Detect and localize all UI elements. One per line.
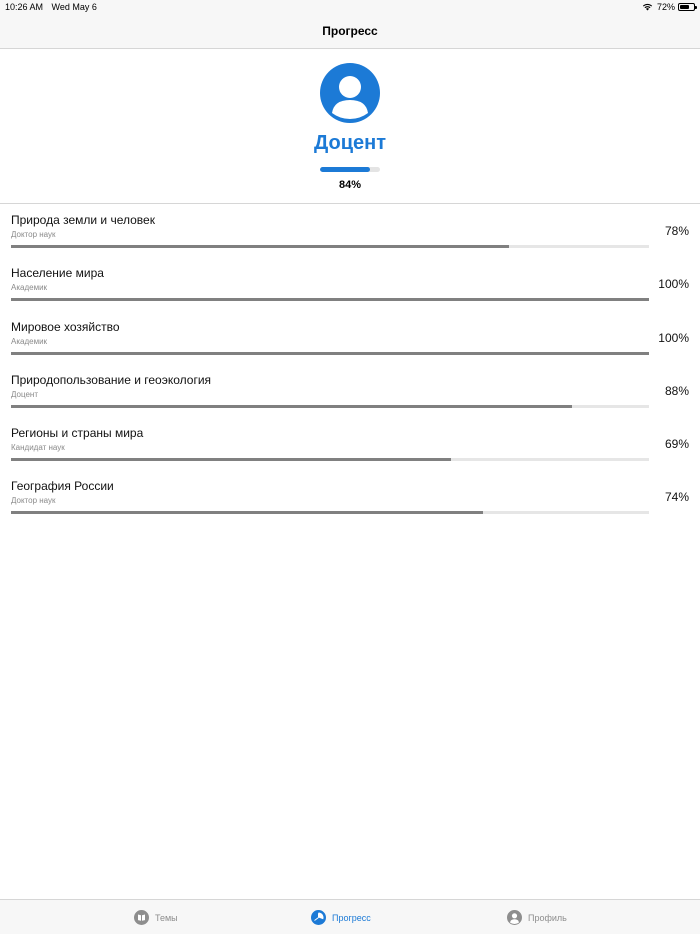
topic-progress-bar xyxy=(11,352,649,355)
topic-percent: 100% xyxy=(658,277,689,292)
rank-title: Доцент xyxy=(313,132,386,154)
pie-chart-icon xyxy=(311,910,326,925)
topic-progress-fill xyxy=(11,458,451,461)
tab-profile[interactable] xyxy=(507,900,567,934)
navigation-bar xyxy=(0,14,700,49)
tab-themes[interactable] xyxy=(134,900,178,934)
overall-progress-bar xyxy=(320,167,380,172)
topic-percent: 100% xyxy=(658,330,689,345)
topic-name: Регионы и страны мира xyxy=(11,426,144,441)
topic-progress-fill xyxy=(11,352,649,355)
topic-progress-fill xyxy=(11,405,572,408)
topic-percent: 88% xyxy=(664,383,689,398)
page-title: Прогресс xyxy=(322,24,378,38)
topic-name: География России xyxy=(11,479,114,494)
tab-progress-label: Прогресс xyxy=(332,912,371,923)
avatar-icon xyxy=(320,63,380,123)
topic-percent: 74% xyxy=(664,490,689,505)
status-time: 10:26 AM xyxy=(5,2,44,12)
status-bar xyxy=(0,0,700,14)
status-date: Wed May 6 xyxy=(51,2,97,12)
topic-progress-fill xyxy=(11,245,509,248)
topic-progress-bar xyxy=(11,405,649,408)
topic-row[interactable] xyxy=(0,471,700,524)
topic-progress-fill xyxy=(11,511,483,514)
topic-row[interactable] xyxy=(0,205,700,258)
topic-progress-bar xyxy=(11,298,649,301)
topic-name: Природопользование и геоэкология xyxy=(11,372,212,387)
topic-level: Академик xyxy=(11,283,48,293)
tab-progress[interactable] xyxy=(311,900,371,934)
tab-bar xyxy=(0,899,700,934)
topic-progress-bar xyxy=(11,245,649,248)
topic-progress-bar xyxy=(11,458,649,461)
topic-level: Доктор наук xyxy=(11,496,56,506)
overall-progress-fill xyxy=(320,167,370,172)
topic-row[interactable] xyxy=(0,312,700,365)
topic-percent: 78% xyxy=(664,224,689,238)
battery-percent: 72% xyxy=(656,2,675,12)
tab-profile-label: Профиль xyxy=(528,912,567,923)
topic-progress-fill xyxy=(11,298,649,301)
battery-icon xyxy=(678,3,695,11)
topic-name: Мировое хозяйство xyxy=(11,319,120,334)
topic-row[interactable] xyxy=(0,418,700,471)
topic-name: Население мира xyxy=(11,266,104,281)
topic-level: Доцент xyxy=(11,389,38,399)
profile-header xyxy=(0,49,700,204)
topic-progress-bar xyxy=(11,511,649,514)
topic-name: Природа земли и человек xyxy=(11,213,155,227)
topic-level: Доктор наук xyxy=(11,230,56,239)
topics-list xyxy=(0,205,700,525)
overall-percent: 84% xyxy=(338,179,362,191)
topic-level: Кандидат наук xyxy=(11,443,65,453)
wifi-icon xyxy=(642,3,653,11)
topic-row[interactable] xyxy=(0,365,700,418)
tab-themes-label: Темы xyxy=(155,912,178,923)
topic-level: Академик xyxy=(11,336,48,346)
topic-row[interactable] xyxy=(0,258,700,311)
topic-percent: 69% xyxy=(664,437,689,452)
book-icon xyxy=(134,910,149,925)
user-icon xyxy=(507,910,522,925)
